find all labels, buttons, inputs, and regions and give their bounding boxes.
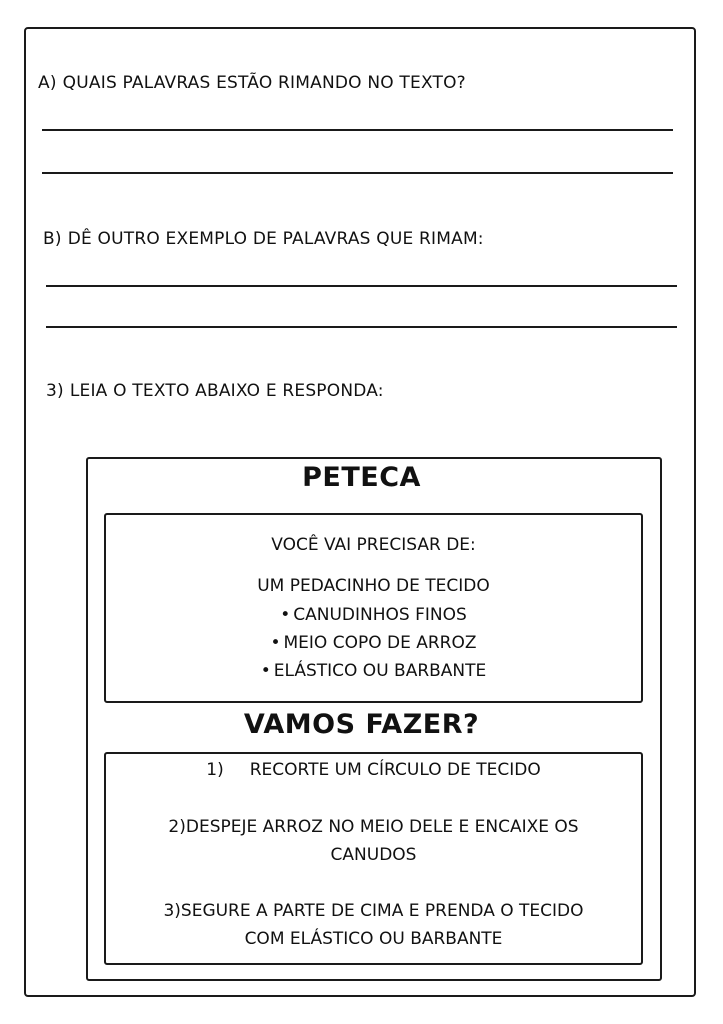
answer-line-b2[interactable]	[46, 326, 677, 328]
materials-box	[104, 513, 643, 703]
step-item	[106, 897, 641, 953]
material-item: UM PEDACINHO DE TECIDO	[257, 576, 490, 596]
question-b	[43, 229, 484, 249]
step-number: 3)	[163, 901, 181, 921]
material-item	[106, 605, 641, 625]
step-text: RECORTE UM CÍRCULO DE TECIDO	[249, 760, 541, 780]
material-text: ELÁSTICO OU BARBANTE	[273, 661, 487, 681]
step-text: DESPEJE ARROZ NO MEIO DELE E ENCAIXE OS	[185, 817, 579, 837]
question-b-text: DÊ OUTRO EXEMPLO DE PALAVRAS QUE RIMAM:	[67, 229, 484, 249]
question-a-number: A)	[38, 73, 57, 93]
material-text: MEIO COPO DE ARROZ	[283, 633, 477, 653]
bullet-icon: •	[270, 633, 281, 653]
step-text-continued: CANUDOS	[330, 845, 417, 865]
material-item	[106, 661, 641, 681]
material-text: CANUDINHOS FINOS	[293, 605, 467, 625]
bullet-icon: •	[260, 661, 271, 681]
answer-line-b1[interactable]	[46, 285, 677, 287]
step-item	[106, 756, 641, 784]
question-a	[38, 73, 466, 93]
question-a-text: QUAIS PALAVRAS ESTÃO RIMANDO NO TEXTO?	[62, 73, 466, 93]
answer-line-a2[interactable]	[42, 172, 673, 174]
step-text: SEGURE A PARTE DE CIMA E PRENDA O TECIDO	[180, 901, 584, 921]
steps-box	[104, 752, 643, 965]
materials-heading: VOCÊ VAI PRECISAR DE:	[271, 535, 476, 555]
bullet-icon: •	[280, 605, 291, 625]
question-b-number: B)	[43, 229, 62, 249]
recipe-title: PETECA	[302, 462, 421, 493]
step-number: 2)	[168, 817, 186, 837]
question-3	[46, 381, 384, 401]
step-number: 1)	[206, 760, 224, 780]
material-item	[106, 633, 641, 653]
question-3-number: 3)	[46, 381, 64, 401]
steps-title: VAMOS FAZER?	[243, 709, 480, 740]
step-item	[106, 813, 641, 869]
question-3-text: LEIA O TEXTO ABAIXO E RESPONDA:	[69, 381, 384, 401]
step-text-continued: COM ELÁSTICO OU BARBANTE	[244, 929, 503, 949]
answer-line-a1[interactable]	[42, 129, 673, 131]
